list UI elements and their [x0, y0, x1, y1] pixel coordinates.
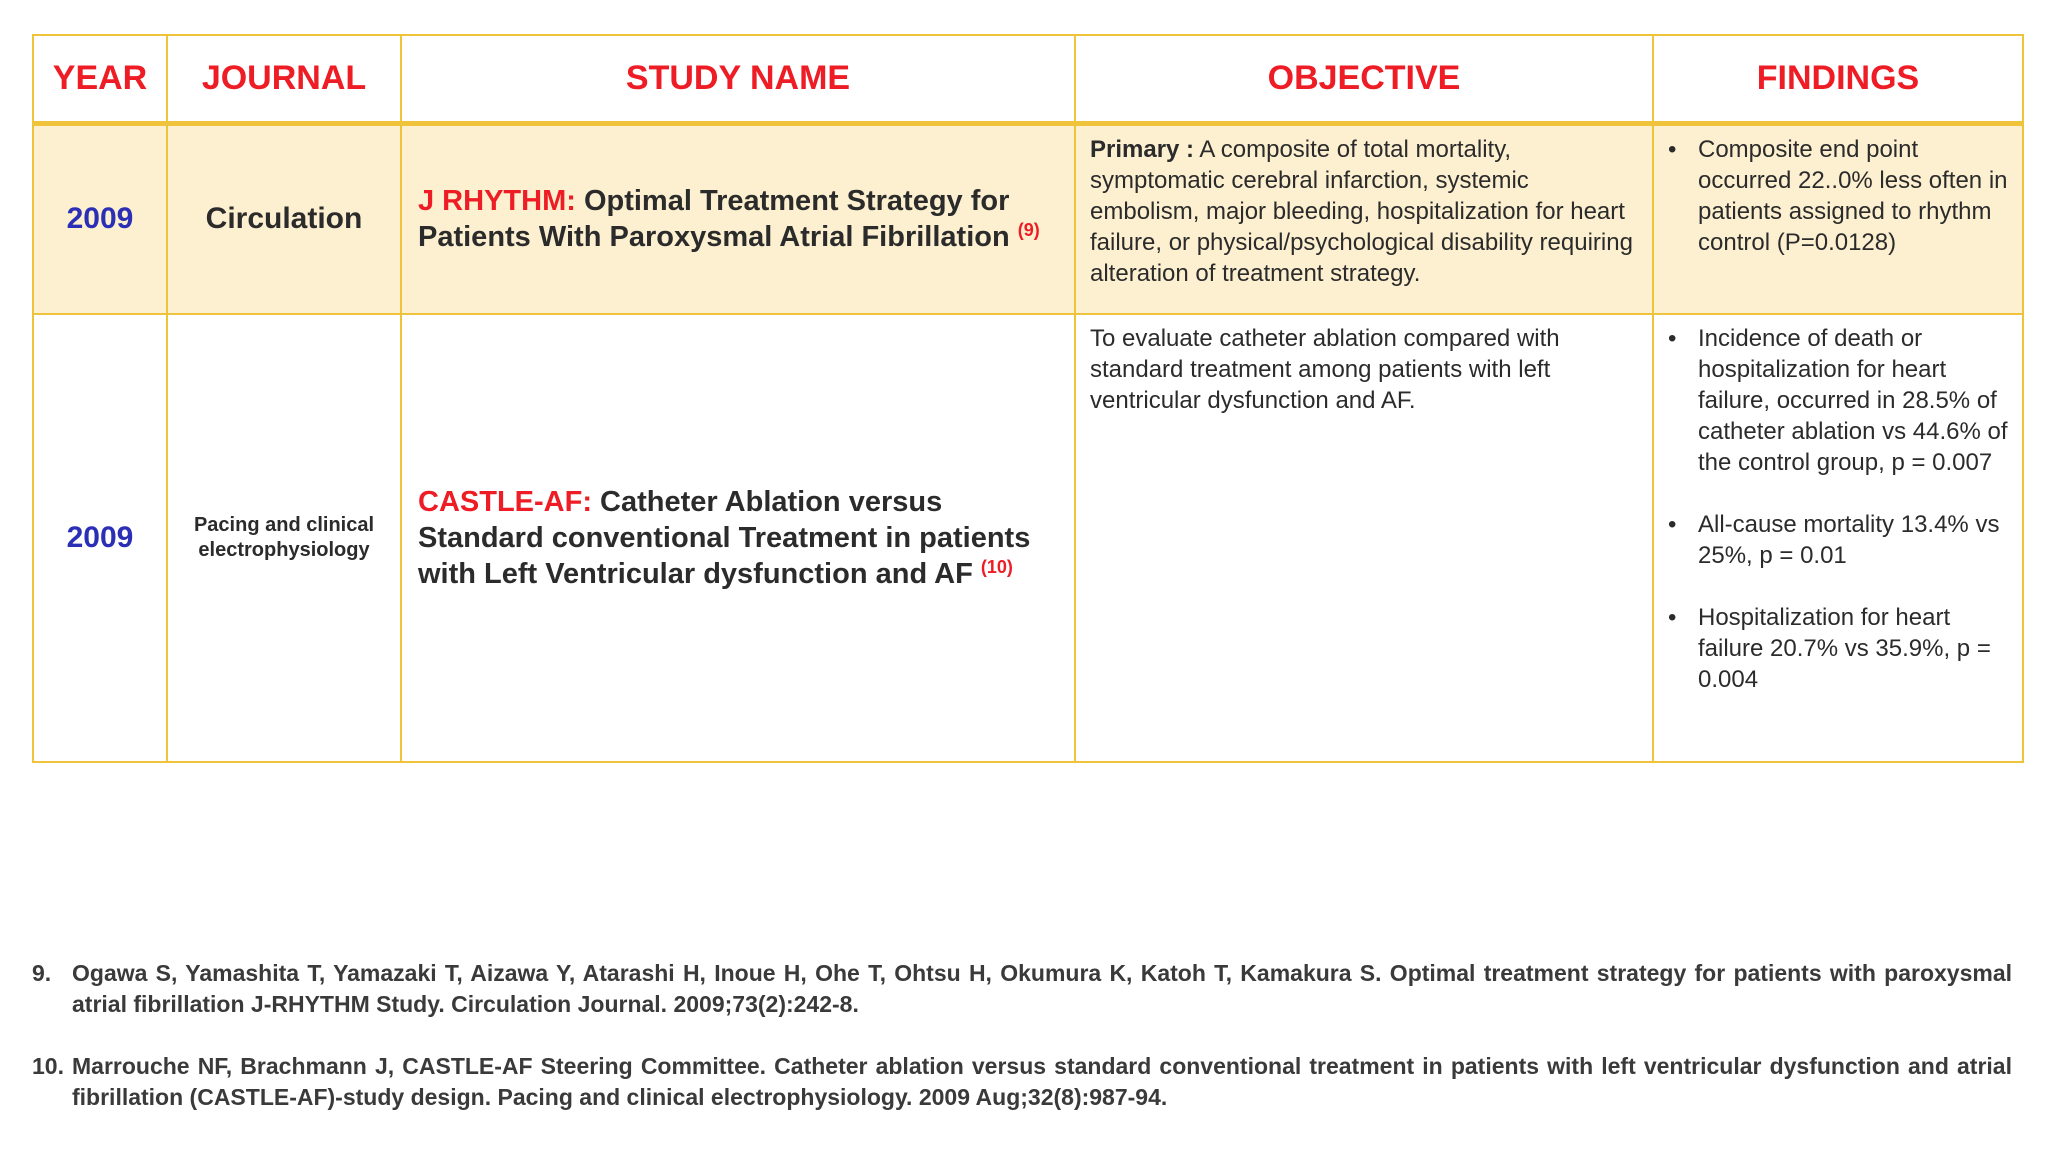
finding-item: [1668, 323, 2008, 478]
study-name-cell: [401, 314, 1075, 762]
reference-item: [32, 1051, 2012, 1113]
finding-text: Composite end point occurred 22..0% less often in patients assigned to rhythm control (P=0.0128): [1698, 135, 2008, 256]
objective-cell: [1075, 314, 1653, 762]
reference-text: Marrouche NF, Brachmann J, CASTLE-AF Steering Committee. Catheter ablation versus standard conventional treatment in patients with left ventricular dysfunction and atrial fibrillation (CASTLE-AF)-study design. Pacing and clinical electrophysiology. 2009 Aug;32(8):987-94.: [72, 1053, 2012, 1110]
study-title: Optimal Treatment Strategy for Patients With Paroxysmal Atrial Fibrillation: [418, 185, 1018, 254]
objective-label: Primary :: [1090, 135, 1195, 163]
journal-cell: Circulation: [167, 123, 401, 314]
header-journal: JOURNAL: [167, 35, 401, 123]
finding-item: [1668, 509, 2008, 571]
header-objective: OBJECTIVE: [1075, 35, 1653, 123]
table-row: [33, 123, 2023, 314]
header-findings: FINDINGS: [1653, 35, 2023, 123]
references-list: [32, 958, 2012, 1113]
objective-text: A composite of total mortality, symptomatic cerebral infarction, systemic embolism, major bleeding, hospitalization for heart failure, or physical/psychological disability requiring alteration of treatment strategy.: [1090, 135, 1633, 287]
study-title: Catheter Ablation versus Standard conventional Treatment in patients with Left Ventricular dysfunction and AF: [418, 485, 1031, 590]
study-name-cell: [401, 123, 1075, 314]
reference-text: Ogawa S, Yamashita T, Yamazaki T, Aizawa Y, Atarashi H, Inoue H, Ohe T, Ohtsu H, Okumura K, Katoh T, Kamakura S. Optimal treatment strategy for patients with paroxysmal atrial fibrillation J-RHYTHM Study. Circulation Journal. 2009;73(2):242-8.: [72, 960, 2012, 1017]
table-row: [33, 314, 2023, 762]
findings-list: [1668, 134, 2008, 258]
reference-number: 10.: [32, 1053, 64, 1079]
header-year: YEAR: [33, 35, 167, 123]
finding-text: Incidence of death or hospitalization for heart failure, occurred in 28.5% of catheter ablation vs 44.6% of the control group, p = 0.007: [1698, 324, 2008, 476]
bullet-icon: •: [1668, 510, 1677, 538]
trials-table: [32, 34, 2024, 763]
objective-cell: [1075, 123, 1653, 314]
bullet-icon: •: [1668, 603, 1677, 631]
findings-cell: [1653, 314, 2023, 762]
bullet-icon: •: [1668, 324, 1677, 352]
finding-item: [1668, 602, 2008, 695]
findings-list: [1668, 323, 2008, 695]
header-row: [33, 35, 2023, 123]
study-acronym: J RHYTHM:: [418, 185, 576, 218]
study-acronym: CASTLE-AF:: [418, 485, 592, 518]
finding-item: [1668, 134, 2008, 258]
objective-text: To evaluate catheter ablation compared with standard treatment among patients with left ventricular dysfunction and AF.: [1090, 324, 1560, 414]
finding-text: Hospitalization for heart failure 20.7% vs 35.9%, p = 0.004: [1698, 603, 1991, 693]
bullet-icon: •: [1668, 135, 1677, 163]
findings-cell: [1653, 123, 2023, 314]
reference-item: [32, 958, 2012, 1020]
year-cell: 2009: [33, 123, 167, 314]
header-study-name: STUDY NAME: [401, 35, 1075, 123]
study-reference: (10): [980, 556, 1013, 577]
journal-cell: Pacing and clinical electrophysiology: [167, 314, 401, 762]
finding-text: All-cause mortality 13.4% vs 25%, p = 0.01: [1698, 510, 2000, 569]
reference-number: 9.: [32, 960, 52, 986]
study-reference: (9): [1017, 220, 1040, 241]
year-cell: 2009: [33, 314, 167, 762]
